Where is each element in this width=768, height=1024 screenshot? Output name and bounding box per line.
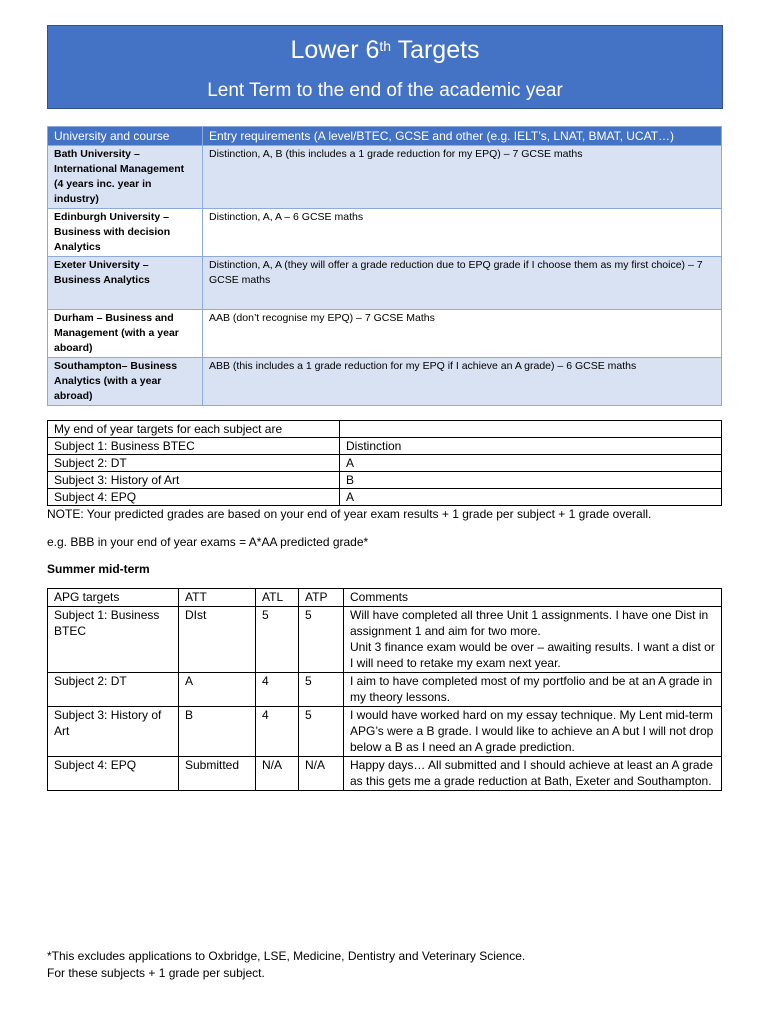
table-header-row xyxy=(48,589,722,607)
table-row xyxy=(48,673,722,707)
atl-cell: 5 xyxy=(256,607,299,673)
title-banner xyxy=(47,25,723,109)
atl-cell: 4 xyxy=(256,707,299,757)
comments-cell: Happy days… All submitted and I should achieve at least an A grade as this gets me a grade reduction at Bath, Exeter and Southampton. xyxy=(344,757,722,791)
table-row xyxy=(48,358,722,406)
subject-cell: Subject 4: EPQ xyxy=(48,489,340,506)
subject-cell: Subject 2: DT xyxy=(48,673,179,707)
table-row xyxy=(48,257,722,310)
summer-midterm-heading: Summer mid-term xyxy=(47,562,150,576)
subject-cell: Subject 1: Business BTEC xyxy=(48,607,179,673)
table-row xyxy=(48,438,722,455)
att-cell: B xyxy=(179,707,256,757)
table-row xyxy=(48,146,722,209)
table-row xyxy=(48,757,722,791)
target-cell: Distinction xyxy=(340,438,722,455)
requirements-cell: AAB (don’t recognise my EPQ) – 7 GCSE Maths xyxy=(203,310,722,358)
atp-cell: 5 xyxy=(299,607,344,673)
subject-cell: Subject 4: EPQ xyxy=(48,757,179,791)
table-row xyxy=(48,472,722,489)
university-cell: Edinburgh University – Business with decision Analytics xyxy=(48,209,203,257)
table-row xyxy=(48,607,722,673)
comment-paragraph: Unit 3 finance exam would be over – awaiting results. I want a dist or I will need to retake my exam next year. xyxy=(350,640,715,670)
atp-cell: N/A xyxy=(299,757,344,791)
footer-note-line-2: For these subjects + 1 grade per subject. xyxy=(47,966,265,980)
page-title: Lower 6th Targets xyxy=(290,36,480,64)
subject-cell: Subject 1: Business BTEC xyxy=(48,438,340,455)
apg-targets-table xyxy=(47,588,722,791)
university-cell: Bath University – International Management (4 years inc. year in industry) xyxy=(48,146,203,209)
atl-cell: N/A xyxy=(256,757,299,791)
column-header-att: ATT xyxy=(179,589,256,607)
requirements-cell: Distinction, A, A – 6 GCSE maths xyxy=(203,209,722,257)
table-header-row xyxy=(48,127,722,146)
column-header-university: University and course xyxy=(48,127,203,146)
footer-note-line-1: *This excludes applications to Oxbridge, LSE, Medicine, Dentistry and Veterinary Science. xyxy=(47,949,526,963)
target-cell: B xyxy=(340,472,722,489)
target-cell: A xyxy=(340,489,722,506)
subject-cell: Subject 3: History of Art xyxy=(48,472,340,489)
university-cell: Southampton– Business Analytics (with a year abroad) xyxy=(48,358,203,406)
subject-cell: Subject 3: History of Art xyxy=(48,707,179,757)
targets-table xyxy=(47,420,722,506)
example-note: e.g. BBB in your end of year exams = A*AA predicted grade* xyxy=(47,535,369,549)
university-cell: Exeter University – Business Analytics xyxy=(48,257,203,310)
table-row xyxy=(48,489,722,506)
atp-cell: 5 xyxy=(299,707,344,757)
att-cell: DIst xyxy=(179,607,256,673)
column-header-atp: ATP xyxy=(299,589,344,607)
university-cell: Durham – Business and Management (with a year aboard) xyxy=(48,310,203,358)
comments-cell: I aim to have completed most of my portfolio and be at an A grade in my theory lessons. xyxy=(344,673,722,707)
table-row xyxy=(48,707,722,757)
university-table xyxy=(47,126,722,406)
subject-cell: Subject 2: DT xyxy=(48,455,340,472)
targets-header-empty-cell xyxy=(340,421,722,438)
predicted-grades-note: NOTE: Your predicted grades are based on your end of year exam results + 1 grade per subject + 1 grade overall. xyxy=(47,507,652,521)
targets-header-cell: My end of year targets for each subject are xyxy=(48,421,340,438)
column-header-comments: Comments xyxy=(344,589,722,607)
requirements-cell: Distinction, A, B (this includes a 1 grade reduction for my EPQ) – 7 GCSE maths xyxy=(203,146,722,209)
att-cell: A xyxy=(179,673,256,707)
requirements-cell: ABB (this includes a 1 grade reduction for my EPQ if I achieve an A grade) – 6 GCSE maths xyxy=(203,358,722,406)
atp-cell: 5 xyxy=(299,673,344,707)
table-row xyxy=(48,455,722,472)
column-header-atl: ATL xyxy=(256,589,299,607)
table-row xyxy=(48,310,722,358)
table-row xyxy=(48,209,722,257)
column-header-apg-targets: APG targets xyxy=(48,589,179,607)
comment-paragraph: Will have completed all three Unit 1 assignments. I have one Dist in assignment 1 and aim for two more. xyxy=(350,608,709,638)
atl-cell: 4 xyxy=(256,673,299,707)
att-cell: Submitted xyxy=(179,757,256,791)
comments-cell xyxy=(344,607,722,673)
page-subtitle: Lent Term to the end of the academic year xyxy=(207,80,563,101)
table-header-row xyxy=(48,421,722,438)
comments-cell: I would have worked hard on my essay technique. My Lent mid-term APG’s were a B grade. I would like to achieve an A but I will not drop below a B as I need an A grade prediction. xyxy=(344,707,722,757)
target-cell: A xyxy=(340,455,722,472)
column-header-entry-requirements: Entry requirements (A level/BTEC, GCSE and other (e.g. IELT’s, LNAT, BMAT, UCAT…) xyxy=(203,127,722,146)
requirements-cell: Distinction, A, A (they will offer a grade reduction due to EPQ grade if I choose them as my first choice) – 7 GCSE maths xyxy=(203,257,722,310)
